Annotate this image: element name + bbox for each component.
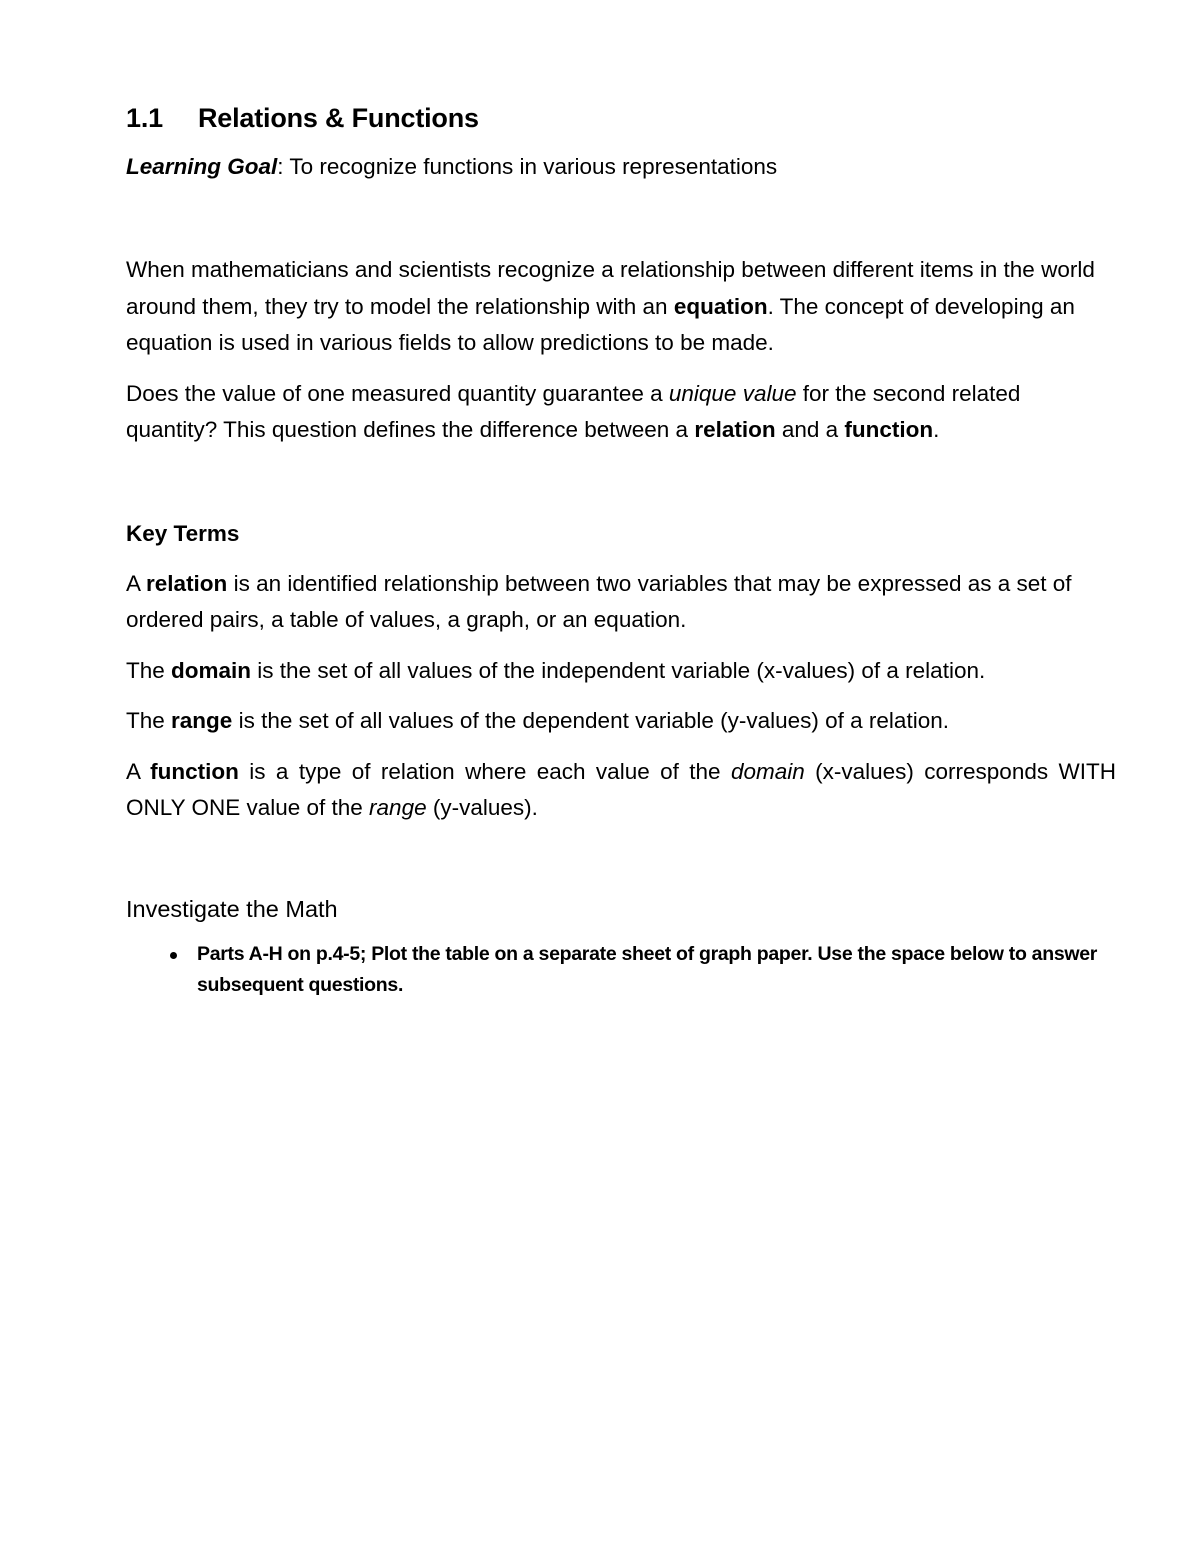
term-function: function (844, 417, 934, 442)
task-text: Parts A-H on p.4-5; Plot the table on a separate sheet of graph paper. Use the space below to answer subsequent questions. (197, 942, 1098, 996)
definition-text: (y-values). (426, 795, 538, 820)
emphasis-domain: domain (730, 758, 805, 784)
definition-domain (126, 653, 1116, 690)
section-number: 1.1 (126, 103, 163, 133)
intro-text: Does the value of one measured quantity guarantee a (126, 380, 669, 406)
emphasis-unique-value: unique value (668, 380, 797, 406)
learning-goal-colon: : (277, 154, 284, 179)
definition-term: function (150, 758, 239, 784)
intro-text: and a (775, 417, 845, 442)
intro-paragraph-1 (126, 252, 1116, 362)
definition-text: is a type of relation where each value of the (238, 758, 731, 784)
definition-text: is the set of all values of the dependent variable (y-values) of a relation. (232, 708, 949, 733)
bullet-icon (170, 952, 177, 959)
definition-text: is the set of all values of the independent variable (x-values) of a relation. (251, 657, 986, 683)
intro-paragraph-2 (126, 376, 1116, 449)
definition-relation (126, 566, 1116, 639)
definition-function (126, 754, 1116, 827)
emphasis-range: range (369, 795, 427, 820)
intro-text: . (933, 417, 940, 442)
definition-text: (x-values) corresponds WITH ONLY ONE value of the (126, 758, 1116, 820)
learning-goal-text: To recognize functions in various representations (283, 154, 778, 179)
definition-term: range (171, 708, 233, 733)
definition-text: A (126, 758, 151, 784)
key-terms-heading: Key Terms (126, 520, 240, 546)
definition-text: is an identified relationship between two variables that may be expressed as a set of ordered pairs, a table of values, a graph, or an equation. (126, 570, 1072, 632)
definition-text: The (126, 708, 172, 733)
definition-term: relation (146, 570, 228, 596)
intro-text: for the second related quantity? This question defines the difference between a (126, 380, 1021, 442)
section-title: Relations & Functions (198, 103, 479, 133)
intro-text: . The concept of developing an equation is used in various fields to allow predictions to be made. (126, 293, 1075, 355)
intro-text: When mathematicians and scientists recognize a relationship between different items in the world around them, they try to model the relationship with an (126, 257, 1095, 319)
definition-range (126, 703, 1116, 740)
task-list (126, 939, 1116, 1001)
term-equation: equation (673, 293, 768, 319)
definition-term: domain (171, 657, 252, 683)
section-heading (126, 96, 1116, 140)
definition-text: A (126, 570, 147, 596)
term-relation: relation (694, 417, 776, 442)
definition-text: The (126, 657, 172, 683)
document-page (126, 96, 1116, 1001)
learning-goal-label: Learning Goal (126, 154, 278, 179)
learning-goal (126, 148, 1116, 186)
investigate-heading: Investigate the Math (126, 895, 338, 922)
list-item (126, 939, 1116, 1001)
